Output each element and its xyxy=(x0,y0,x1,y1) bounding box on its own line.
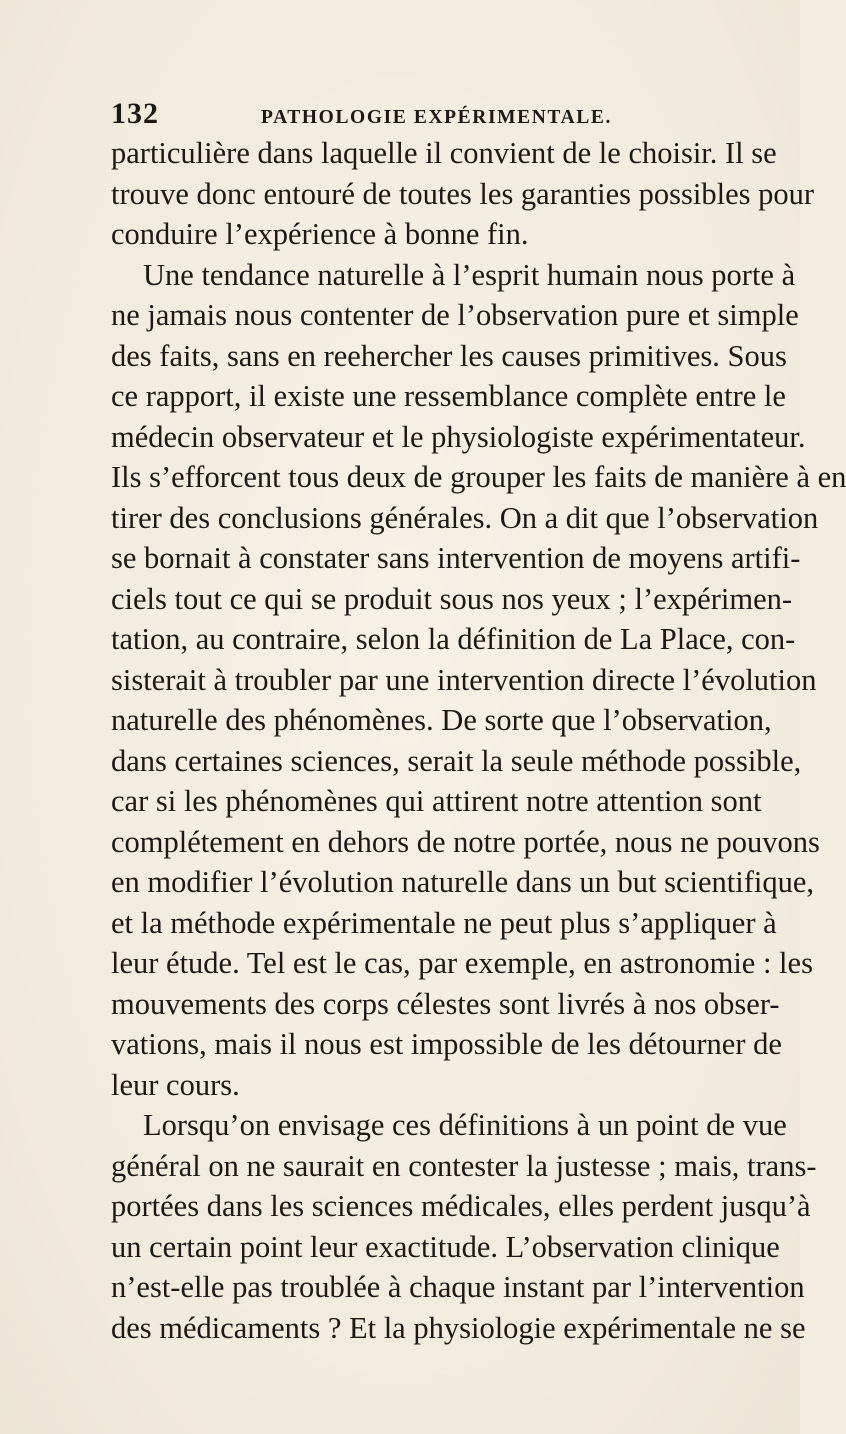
text-line: Lorsqu’on envisage ces définitions à un point de vue xyxy=(143,1108,787,1142)
text-line: n’est-elle pas troublée à chaque instant par l’intervention xyxy=(111,1270,805,1304)
text-line: et la méthode expérimentale ne peut plus s’appliquer à xyxy=(111,905,777,940)
text-line: des médicaments ? Et la physiologie expérimentale ne se xyxy=(111,1310,806,1345)
text-line: ce rapport, il existe une ressemblance complète entre le xyxy=(111,379,786,413)
text-line: un certain point leur exactitude. L’observation clinique xyxy=(111,1229,780,1264)
running-title: PATHOLOGIE EXPÉRIMENTALE. xyxy=(261,107,612,128)
text-line: se bornait à constater sans intervention de moyens artifi- xyxy=(111,541,801,575)
page-number: 132 xyxy=(111,97,159,130)
text-line: vations, mais il nous est impossible de les détourner de xyxy=(111,1027,782,1061)
text-line: particulière dans laquelle il convient de le choisir. Il se xyxy=(111,136,777,170)
text-line: conduire l’expérience à bonne fin. xyxy=(111,217,529,251)
text-line: tation, au contraire, selon la définition de La Place, con- xyxy=(111,622,796,656)
text-line: portées dans les sciences médicales, elles perdent jusqu’à xyxy=(111,1189,811,1223)
text-line: naturelle des phénomènes. De sorte que l’observation, xyxy=(111,703,772,737)
text-line: tirer des conclusions générales. On a dit que l’observation xyxy=(111,500,819,535)
text-line: sisterait à troubler par une intervention directe l’évolution xyxy=(111,662,817,697)
text-line: complétement en dehors de notre portée, nous ne pouvons xyxy=(111,824,820,859)
text-line: Une tendance naturelle à l’esprit humain nous porte à xyxy=(143,257,796,292)
text-line: général on ne saurait en contester la justesse ; mais, trans- xyxy=(111,1148,817,1183)
text-line: médecin observateur et le physiologiste expérimentateur. xyxy=(111,419,806,454)
text-line: dans certaines sciences, serait la seule méthode possible, xyxy=(111,743,802,778)
text-line: Ils s’efforcent tous deux de grouper les faits de manière à en xyxy=(111,460,846,494)
text-line: leur étude. Tel est le cas, par exemple, en astronomie : les xyxy=(111,946,813,980)
body-text xyxy=(111,133,846,1348)
running-head xyxy=(111,97,726,131)
text-line: car si les phénomènes qui attirent notre attention sont xyxy=(111,784,762,818)
text-line: des faits, sans en reehercher les causes primitives. Sous xyxy=(111,338,787,373)
text-line: leur cours. xyxy=(111,1067,240,1102)
text-line: trouve donc entouré de toutes les garanties possibles pour xyxy=(111,176,815,211)
text-line: mouvements des corps célestes sont livrés à nos obser- xyxy=(111,986,780,1021)
text-line: ne jamais nous contenter de l’observation pure et simple xyxy=(111,298,799,332)
text-line: ciels tout ce qui se produit sous nos yeux ; l’expérimen- xyxy=(111,581,793,616)
text-line: en modifier l’évolution naturelle dans un but scientifique, xyxy=(111,865,815,899)
